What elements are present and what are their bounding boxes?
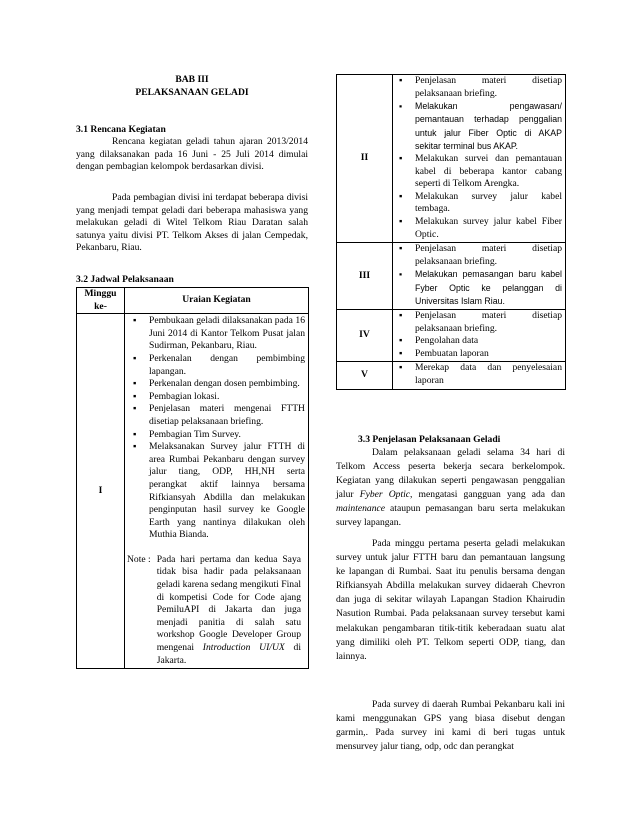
week-note xyxy=(127,554,305,667)
list-item: ▪ Melakukan survey jalur kabel Fiber Optic. xyxy=(399,215,562,240)
bullet-icon: ▪ xyxy=(399,190,403,202)
table-row xyxy=(337,309,566,361)
section-3-1-paragraph-1: Rencana kegiatan geladi tahun ajaran 2013/2014 yang dilaksanakan pada 16 Juni - 25 Juli 2014 dimulai dengan pembagian kelompok berdasarkan divisi. xyxy=(76,136,308,173)
section-3-1-paragraph-2: Pada pembagian divisi ini terdapat beberapa divisi yang menjadi tempat geladi dari beberapa mahasiswa yang melakukan geladi di Witel Telkom Riau Daratan salah satunya yaitu divisi PT. Telkom Akses di jalan Cempedak, Pekanbaru, Riau. xyxy=(76,192,308,254)
bullet-icon: ▪ xyxy=(133,378,137,390)
schedule-table-weeks-2-5 xyxy=(336,74,566,390)
table-row xyxy=(337,362,566,389)
chapter-heading xyxy=(76,74,308,99)
activity-list xyxy=(395,310,562,360)
bullet-icon: ▪ xyxy=(399,153,403,164)
bullet-icon: ▪ xyxy=(399,215,403,227)
section-3-2-heading: 3.2 Jadwal Pelaksanaan xyxy=(76,274,174,285)
bullet-icon: ▪ xyxy=(133,390,137,402)
list-item: ▪ Pembagian lokasi. xyxy=(133,390,220,402)
section-3-3-paragraph-3: Pada survey di daerah Rumbai Pekanbaru kali ini kami menggunakan GPS yang biasa disebut dengan garmin,. Pada survey ini kami di beri tugas untuk mensurvey jalur tiang, odp, odc dan perangkat xyxy=(336,699,565,753)
list-item: ▪ Melakukan survey jalur kabel tembaga. xyxy=(399,190,562,215)
activity-list xyxy=(395,75,562,241)
bullet-icon: ▪ xyxy=(133,428,137,440)
bullet-icon: ▪ xyxy=(133,441,137,453)
list-item: ▪ Pembuatan laporan xyxy=(399,347,489,359)
section-3-1-heading: 3.1 Rencana Kegiatan xyxy=(76,124,166,135)
bullet-icon: ▪ xyxy=(399,309,403,321)
note-text: Pada hari pertama dan kedua Saya tidak bisa hadir pada pelaksanaan geladi karena sedang mengikuti Final di kompetisi Code for Code ajang PemiluAPI di Jakarta dan juga menjadi panitia di salah satu workshop Google Developer Group mengenai Introduction UI/UX di Jakarta. xyxy=(156,553,301,666)
section-3-3-paragraph-2: Pada minggu pertama peserta geladi melakukan survey untuk jalur FTTH baru dan pemantauan langsung ke lapangan di Rumbai. Saat itu penulis bersama dengan Rifkiansyah Abdilla melakukan survey didaerah Chevron dan juga di sekitar wilayah Lapangan Stadion Khairudin Nasution Rumbai. Pada pelaksanaan survey tersebut kami melakukan pengambaran titik-titik keberadaan suatu alat yang dimiliki oleh PT. Telkom seperti ODP, tiang, dan lainnya. xyxy=(336,538,565,662)
week-number: III xyxy=(337,243,393,310)
chapter-subtitle: PELAKSANAAN GELADI xyxy=(135,86,249,98)
bullet-icon: ▪ xyxy=(399,362,403,374)
table-row xyxy=(337,75,566,243)
section-3-3-paragraph-1: Dalam pelaksanaan geladi selama 34 hari di Telkom Access peserta bekerja secara berkelompok. Kegiatan yang dilakukan seperti pengawasan penggalian jalur Fyber Optic, mengatasi gangguan yang ada dan maintenance ataupun pemasangan baru serta melakukan survey lapangan. xyxy=(336,447,566,529)
bullet-icon: ▪ xyxy=(399,335,403,347)
table-row xyxy=(77,314,309,669)
bullet-icon: ▪ xyxy=(399,269,403,280)
bullet-icon: ▪ xyxy=(399,243,403,255)
note-label: Note : xyxy=(127,553,151,565)
list-item: ▪ Penjelasan materi disetiap pelaksanaan briefing. xyxy=(399,243,562,267)
bullet-icon: ▪ xyxy=(399,101,403,112)
list-item: ▪ Melaksanakan Survey jalur FTTH di area Rumbai Pekanbaru dengan survey jalur tiang, ODP, HH,NH serta perangkat aktif lainnya bersama Rifkiansyah Abdilla dan melakukan penginputan hasil survey ke Google Earth yang nantinya dilakukan oleh Muthia Bianda. xyxy=(133,441,305,541)
chapter-title: BAB III xyxy=(175,74,209,85)
week-activities xyxy=(393,309,566,361)
table-header-row xyxy=(77,288,309,314)
bullet-icon: ▪ xyxy=(133,403,137,415)
list-item: ▪ Perkenalan dengan dosen pembimbing. xyxy=(133,378,300,390)
week-activities xyxy=(125,314,309,669)
week-number: IV xyxy=(337,309,393,361)
table-row xyxy=(337,243,566,310)
activity-list xyxy=(395,362,562,387)
list-item: ▪ Penjelasan materi disetiap pelaksanaan briefing. xyxy=(399,309,562,334)
list-item: ▪ Merekap data dan penyelesaian laporan xyxy=(399,362,562,386)
week-activities xyxy=(393,243,566,310)
list-item: ▪ Melakukan survei dan pemantauan kabel di beberapa kantor cabang seperti di Telkom Arengka. xyxy=(399,153,562,190)
bullet-icon: ▪ xyxy=(399,75,403,86)
header-description: Uraian Kegiatan xyxy=(125,288,309,314)
week-number: II xyxy=(337,75,393,243)
section-3-3-heading: 3.3 Penjelasan Pelaksanaan Geladi xyxy=(358,434,501,445)
week-activities xyxy=(393,362,566,389)
list-item: ▪ Melakukan pemasangan baru kabel Fyber Optic ke pelanggan di Universitas Islam Riau. xyxy=(399,269,562,306)
list-item: ▪ Pembukaan geladi dilaksanakan pada 16 Juni 2014 di Kantor Telkom Pusat jalan Sudirman, Pekanbaru, Riau. xyxy=(133,315,305,352)
week-number: I xyxy=(77,314,125,669)
bullet-icon: ▪ xyxy=(399,347,403,359)
header-week: Minggu ke- xyxy=(77,288,125,314)
list-item: ▪ Melakukan pengawasan/ pemantauan terhadap penggalian untuk jalur Fiber Optic di AKAP sekitar terminal bus AKAP. xyxy=(399,101,562,151)
list-item: ▪ Penjelasan materi mengenai FTTH disetiap pelaksanaan briefing. xyxy=(133,403,305,427)
schedule-table-week-1 xyxy=(76,287,309,669)
note-italic: Introduction UI/UX xyxy=(202,642,285,654)
week-number: V xyxy=(337,362,393,389)
list-item: ▪ Perkenalan dengan pembimbing lapangan. xyxy=(133,352,305,377)
list-item: ▪ Penjelasan materi disetiap pelaksanaan briefing. xyxy=(399,75,562,99)
list-item: ▪ Pembagian Tim Survey. xyxy=(133,428,241,440)
bullet-icon: ▪ xyxy=(133,352,137,364)
week-activities xyxy=(393,75,566,243)
bullet-icon: ▪ xyxy=(133,315,137,327)
list-item: ▪ Pengolahan data xyxy=(399,335,479,347)
activity-list xyxy=(395,243,562,308)
activity-list xyxy=(127,315,305,542)
